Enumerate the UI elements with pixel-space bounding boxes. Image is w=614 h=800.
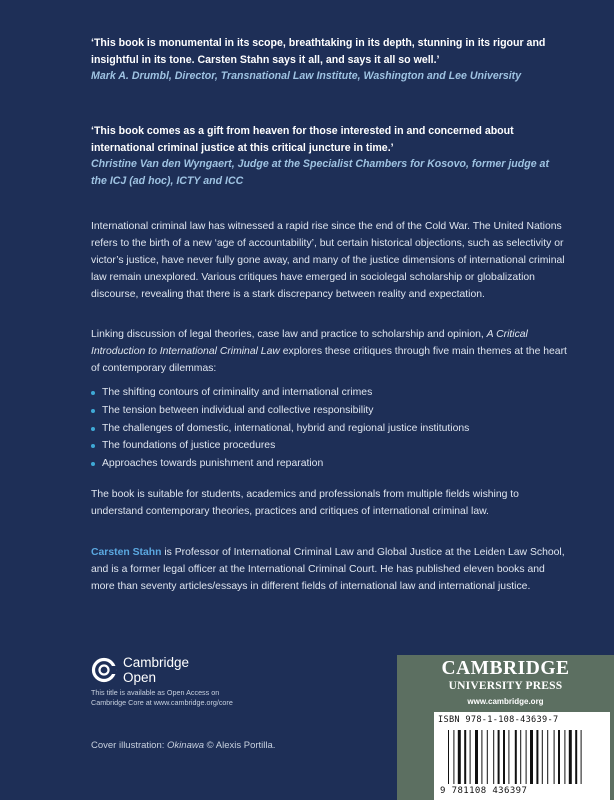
barcode-bar [569, 730, 572, 784]
barcode-bar [503, 730, 505, 784]
barcode-bar [520, 730, 521, 784]
note-line-2: Cambridge Core at www.cambridge.org/core [91, 698, 233, 707]
barcode-bar [470, 730, 471, 784]
publisher-name: CAMBRIDGE [441, 658, 570, 679]
barcode-bar [475, 730, 478, 784]
author-name: Carsten Stahn [91, 547, 162, 558]
bullet-icon [91, 444, 95, 448]
note-line-1: This title is available as Open Access on [91, 688, 220, 697]
barcode-bar [458, 730, 461, 784]
barcode-bar [508, 730, 509, 784]
list-item [91, 455, 469, 473]
barcode-digits: 9 781108 436397 [440, 786, 528, 796]
theme-text: The shifting contours of criminality and international crimes [102, 387, 373, 398]
quote-attribution: Mark A. Drumbl, Director, Transnational Law Institute, Washington and Lee University [91, 70, 522, 82]
bullet-icon [91, 427, 95, 431]
endorsement-quote-1 [91, 35, 561, 85]
author-bio [91, 544, 569, 595]
barcode-bar [453, 730, 454, 784]
publisher-press: UNIVERSITY PRESS [448, 680, 563, 692]
list-item [91, 384, 469, 402]
bullet-icon [91, 462, 95, 466]
barcode-bar [530, 730, 533, 784]
publisher-panel [397, 655, 614, 800]
barcode-bar [487, 730, 488, 784]
barcode-bar [558, 730, 560, 784]
theme-text: The foundations of justice procedures [102, 440, 276, 452]
barcode-bar [515, 730, 517, 784]
barcode-bar [498, 730, 500, 784]
barcode-bar [536, 730, 538, 784]
isbn-label: ISBN 978-1-108-43639-7 [438, 715, 559, 725]
barcode-bar [493, 730, 494, 784]
barcode-bar [581, 730, 582, 784]
paragraph-tail: explores these critiques through five main themes at the heart of contemporary dilemmas: [91, 346, 567, 374]
publisher-website: www.cambridge.org [467, 697, 544, 706]
barcode-bar [547, 730, 548, 784]
open-logo-line-2: Open [123, 670, 157, 685]
barcode-bar [575, 730, 577, 784]
credit-prefix: Cover illustration: [91, 740, 168, 751]
open-access-icon [91, 657, 117, 683]
cover-credit [91, 740, 275, 751]
cambridge-open-logo [91, 652, 189, 688]
book-title: A Critical Introduction to International Criminal Law [91, 329, 528, 357]
credit-suffix: © Alexis Portilla. [204, 740, 276, 751]
artwork-title: Okinawa [167, 740, 204, 751]
quote-attribution: Christine Van den Wyngaert, Judge at the Specialist Chambers for Kosovo, former judge at the ICJ (ad hoc), ICTY and ICC [91, 158, 549, 187]
open-logo-line-1: Cambridge [123, 655, 190, 670]
endorsement-quote-2 [91, 123, 561, 189]
barcode-bar [542, 730, 543, 784]
barcode-bar [526, 730, 527, 784]
open-access-note [91, 688, 233, 708]
description-paragraph-2 [91, 326, 569, 377]
list-item [91, 420, 469, 438]
themes-list [91, 384, 469, 473]
description-paragraph-3: The book is suitable for students, academics and professionals from multiple fields wishing to understand contemporary theories, practices and critiques of international criminal law. [91, 489, 519, 517]
barcode-bar [564, 730, 565, 784]
theme-text: The challenges of domestic, international, hybrid and regional justice institutions [102, 422, 470, 434]
barcode-bar [481, 730, 482, 784]
description-paragraph-1: International criminal law has witnessed a rapid rise since the end of the Cold War. The United Nations refers to the birth of a new ‘age of accountability’, but certain historical objections, such as selectivity or victor’s justice, have never fully gone away, and many of the justice dimensions of international criminal law remain unexplored. Various critiques have emerged in sociolegal scholarship or globalization discourse, revealing that there is a stark discrepancy between reality and expectation. [91, 221, 565, 300]
quote-text: ‘This book comes as a gift from heaven for those interested in and concerned about international criminal justice at this critical juncture in time.’ [91, 125, 514, 154]
barcode-bar [554, 730, 555, 784]
barcode-bar [464, 730, 466, 784]
bullet-icon [91, 409, 95, 413]
quote-text: ‘This book is monumental in its scope, breathtaking in its depth, stunning in its rigour and insightful in its tone. Carsten Stahn says it all, and says it all so well.’ [91, 37, 546, 66]
theme-text: Approaches towards punishment and reparation [102, 458, 324, 470]
bullet-icon [91, 391, 95, 395]
paragraph-lead: Linking discussion of legal theories, case law and practice to scholarship and opinion, [91, 329, 484, 340]
list-item [91, 402, 469, 420]
theme-text: The tension between individual and collective responsibility [102, 404, 374, 416]
list-item [91, 437, 469, 455]
barcode-bar [448, 730, 449, 784]
author-bio-text: is Professor of International Criminal Law and Global Justice at the Leiden Law School, and is a former legal officer at the International Criminal Court. He has published eleven books and more than seventy articles/essays in different fields of international law and international justice. [91, 547, 565, 592]
barcode-area [434, 712, 610, 800]
